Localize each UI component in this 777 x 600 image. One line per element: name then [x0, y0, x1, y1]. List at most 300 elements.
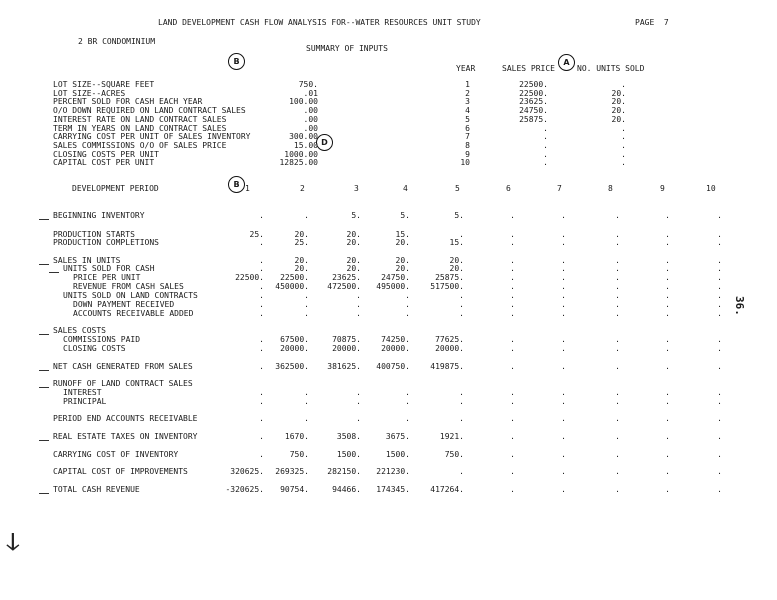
cash-cell: . [665, 467, 670, 476]
cash-cell: . [259, 211, 264, 220]
year-header: YEAR [456, 64, 476, 73]
cash-cell: . [459, 230, 464, 239]
cash-cell: . [510, 291, 515, 300]
cash-cell: 20000. [280, 344, 309, 353]
year-cell: 7 [465, 132, 470, 142]
cash-cell: . [615, 282, 620, 291]
cash-cell: . [259, 291, 264, 300]
cash-cell: . [615, 300, 620, 309]
cash-row-label: REVENUE FROM CASH SALES [73, 282, 184, 291]
cash-cell: . [717, 485, 722, 494]
cash-cell: 22500. [280, 273, 309, 282]
cash-cell: . [259, 264, 264, 273]
input-label: INTEREST RATE ON LAND CONTRACT SALES [53, 114, 227, 124]
cash-cell: . [510, 282, 515, 291]
cash-cell: . [405, 397, 410, 406]
sales-price-cell: . [543, 149, 548, 159]
input-label: PERCENT SOLD FOR CASH EACH YEAR [53, 97, 203, 107]
cash-cell: . [405, 388, 410, 397]
cash-cell: . [510, 230, 515, 239]
cash-cell: . [615, 450, 620, 459]
input-value: 15.00 [293, 140, 318, 150]
cash-cell: . [717, 230, 722, 239]
cash-cell: 1500. [385, 450, 410, 459]
sales-price-cell: . [543, 140, 548, 150]
units-sold-cell: 20. [611, 88, 626, 98]
cash-cell: . [615, 414, 620, 423]
cash-cell: 20. [294, 264, 309, 273]
cash-cell: . [356, 309, 361, 318]
input-value: .01 [303, 88, 318, 98]
units-sold-cell: . [621, 149, 626, 159]
row-tick-mark [39, 334, 49, 335]
cash-cell: . [510, 450, 515, 459]
year-cell: 9 [465, 149, 470, 159]
input-value: .00 [303, 123, 318, 133]
cash-cell: 1670. [284, 432, 309, 441]
cash-cell: . [356, 397, 361, 406]
cash-row-label: ACCOUNTS RECEIVABLE ADDED [73, 309, 194, 318]
cash-cell: 5. [454, 211, 464, 220]
cash-cell: . [615, 397, 620, 406]
cash-cell: . [259, 414, 264, 423]
input-label: TERM IN YEARS ON LAND CONTRACT SALES [53, 123, 227, 133]
cash-cell: . [561, 344, 566, 353]
period-number: 7 [557, 184, 562, 193]
sales-price-cell: . [543, 132, 548, 142]
cash-row-label: CAPITAL COST OF IMPROVEMENTS [53, 467, 188, 476]
cash-cell: . [717, 414, 722, 423]
sales-price-cell: 24750. [519, 106, 548, 116]
units-sold-cell: . [621, 123, 626, 133]
marker-d: D [316, 134, 333, 151]
cash-cell: . [615, 256, 620, 265]
cash-cell: . [561, 432, 566, 441]
cash-cell: . [665, 344, 670, 353]
cash-cell: 495000. [376, 282, 410, 291]
cash-cell: . [717, 450, 722, 459]
cash-cell: . [459, 414, 464, 423]
cash-cell: . [561, 300, 566, 309]
marker-a: A [558, 54, 575, 71]
cash-cell: . [259, 300, 264, 309]
cash-row-label: PRINCIPAL [63, 397, 107, 406]
input-value: 12825.00 [279, 158, 318, 168]
year-cell: 6 [465, 123, 470, 133]
year-cell: 1 [465, 80, 470, 89]
cash-cell: . [459, 309, 464, 318]
cash-cell: . [717, 467, 722, 476]
row-tick-mark [39, 264, 49, 265]
summary-heading: SUMMARY OF INPUTS [306, 44, 388, 53]
cash-cell: 23625. [332, 273, 361, 282]
cash-cell: . [665, 256, 670, 265]
cash-cell: 3508. [336, 432, 361, 441]
cash-cell: . [717, 256, 722, 265]
period-number: 2 [300, 184, 305, 193]
row-tick-mark [39, 440, 49, 441]
cash-cell: . [356, 300, 361, 309]
cash-cell: 20000. [332, 344, 361, 353]
cash-row-label: BEGINNING INVENTORY [53, 211, 145, 220]
page-number: PAGE 7 [635, 18, 669, 27]
row-tick-mark [39, 493, 49, 494]
cash-cell: . [561, 282, 566, 291]
cash-row-label: PERIOD END ACCOUNTS RECEIVABLE [53, 414, 198, 423]
cash-cell: . [304, 309, 309, 318]
cash-cell: . [510, 485, 515, 494]
cash-cell: 24750. [381, 273, 410, 282]
cash-cell: 25. [294, 238, 309, 247]
cash-cell: . [304, 397, 309, 406]
cash-cell: . [259, 335, 264, 344]
cash-cell: . [665, 335, 670, 344]
cash-cell: 15. [449, 238, 464, 247]
row-tick-mark [39, 387, 49, 388]
cash-cell: . [717, 273, 722, 282]
cash-cell: 3675. [385, 432, 410, 441]
cash-cell: 282150. [327, 467, 361, 476]
cash-cell: 20. [346, 230, 361, 239]
cash-cell: 20. [294, 256, 309, 265]
input-label: CAPITAL COST PER UNIT [53, 158, 155, 168]
cash-cell: . [717, 397, 722, 406]
cash-cell: . [665, 388, 670, 397]
cash-cell: . [665, 414, 670, 423]
cash-cell: 20. [395, 264, 410, 273]
year-cell: 8 [465, 140, 470, 150]
cash-cell: -320625. [225, 485, 264, 494]
cash-cell: 419875. [430, 362, 464, 371]
units-sold-header: NO. UNITS SOLD [577, 64, 645, 73]
cash-cell: . [561, 414, 566, 423]
input-label: LOT SIZE--SQUARE FEET [53, 80, 155, 89]
year-cell: 4 [465, 106, 470, 116]
cash-cell: . [615, 273, 620, 282]
sales-price-header: SALES PRICE [502, 64, 555, 73]
cash-cell: . [356, 291, 361, 300]
row-tick-mark [49, 272, 59, 273]
cash-cell: . [561, 256, 566, 265]
cash-cell: 221230. [376, 467, 410, 476]
cash-cell: . [717, 344, 722, 353]
cash-row-label: PRODUCTION STARTS [53, 230, 135, 239]
cash-cell: . [510, 344, 515, 353]
cash-cell: 269325. [275, 467, 309, 476]
cash-cell: . [615, 291, 620, 300]
period-number: 1 [245, 184, 250, 193]
cash-row-label: SALES COSTS [53, 326, 106, 335]
cash-cell: . [561, 335, 566, 344]
period-number: 8 [608, 184, 613, 193]
cash-cell: . [259, 256, 264, 265]
cash-cell: . [561, 397, 566, 406]
margin-mark: ↆ [6, 527, 20, 557]
cash-row-label: UNITS SOLD ON LAND CONTRACTS [63, 291, 198, 300]
cash-cell: . [405, 414, 410, 423]
input-label: LOT SIZE--ACRES [53, 88, 126, 98]
period-number: 3 [354, 184, 359, 193]
cash-cell: . [561, 362, 566, 371]
units-sold-cell: 20. [611, 106, 626, 116]
cash-row-label: DOWN PAYMENT RECEIVED [73, 300, 175, 309]
period-number: 10 [706, 184, 716, 193]
cash-cell: . [615, 485, 620, 494]
cash-cell: . [717, 362, 722, 371]
cash-cell: . [510, 211, 515, 220]
cash-row-label: RUNOFF OF LAND CONTRACT SALES [53, 379, 193, 388]
input-label: CARRYING COST PER UNIT OF SALES INVENTORY [53, 132, 251, 142]
cash-cell: 472500. [327, 282, 361, 291]
cash-cell: . [717, 300, 722, 309]
cash-cell: 20. [294, 230, 309, 239]
cash-cell: 417264. [430, 485, 464, 494]
cash-cell: . [510, 362, 515, 371]
sales-price-cell: . [543, 123, 548, 133]
cash-row-label: SALES IN UNITS [53, 256, 121, 265]
cash-cell: . [665, 230, 670, 239]
cash-cell: 362500. [275, 362, 309, 371]
cash-cell: . [510, 300, 515, 309]
cash-cell: . [615, 432, 620, 441]
cash-row-label: REAL ESTATE TAXES ON INVENTORY [53, 432, 198, 441]
cash-cell: 20. [346, 256, 361, 265]
cash-cell: . [510, 467, 515, 476]
cash-cell: . [665, 291, 670, 300]
cash-cell: . [510, 388, 515, 397]
cash-cell: . [665, 432, 670, 441]
period-number: 9 [660, 184, 665, 193]
input-value: .00 [303, 114, 318, 124]
cash-cell: . [259, 397, 264, 406]
cash-cell: 15. [395, 230, 410, 239]
cash-cell: . [459, 397, 464, 406]
input-value: 100.00 [289, 97, 318, 107]
cash-cell: 25875. [435, 273, 464, 282]
cash-cell: . [304, 211, 309, 220]
cash-cell: . [561, 291, 566, 300]
cash-cell: . [356, 414, 361, 423]
cash-cell: . [259, 309, 264, 318]
cash-cell: . [510, 256, 515, 265]
sales-price-cell: 25875. [519, 114, 548, 124]
cash-row-label: PRICE PER UNIT [73, 273, 141, 282]
cash-cell: . [615, 335, 620, 344]
cash-cell: 1921. [439, 432, 464, 441]
cash-cell: 20. [346, 264, 361, 273]
side-page-number: 36. [733, 296, 746, 316]
cash-cell: . [459, 467, 464, 476]
sales-price-cell: . [543, 158, 548, 168]
cash-cell: . [665, 211, 670, 220]
cash-cell: . [405, 300, 410, 309]
cash-cell: . [561, 264, 566, 273]
cash-cell: 20. [395, 256, 410, 265]
cash-cell: 20. [395, 238, 410, 247]
cash-row-label: CARRYING COST OF INVENTORY [53, 450, 179, 459]
cash-cell: . [259, 362, 264, 371]
cash-cell: . [561, 485, 566, 494]
cash-cell: . [561, 238, 566, 247]
cash-cell: . [561, 388, 566, 397]
sales-price-cell: 22500. [519, 80, 548, 89]
cash-cell: . [561, 273, 566, 282]
cash-cell: 517500. [430, 282, 464, 291]
cash-row-label: UNITS SOLD FOR CASH [63, 264, 155, 273]
cash-cell: . [717, 238, 722, 247]
cash-cell: . [510, 335, 515, 344]
cash-cell: . [561, 309, 566, 318]
cash-cell: . [615, 467, 620, 476]
input-label: O/O DOWN REQUIRED ON LAND CONTRACT SALES [53, 106, 246, 116]
cash-cell: . [561, 211, 566, 220]
cash-cell: 70875. [332, 335, 361, 344]
cash-cell: . [665, 273, 670, 282]
period-number: 5 [455, 184, 460, 193]
year-cell: 5 [465, 114, 470, 124]
cash-cell: . [665, 282, 670, 291]
sales-price-cell: 23625. [519, 97, 548, 107]
cash-cell: . [615, 344, 620, 353]
cash-cell: . [259, 388, 264, 397]
cash-cell: 750. [289, 450, 309, 459]
cash-cell: 20. [346, 238, 361, 247]
cash-cell: . [259, 238, 264, 247]
cash-cell: . [717, 211, 722, 220]
report-title: LAND DEVELOPMENT CASH FLOW ANALYSIS FOR--WATER RESOURCES UNIT STUDY [158, 18, 481, 27]
cash-cell: . [717, 264, 722, 273]
cash-cell: . [615, 388, 620, 397]
cash-cell: 750. [444, 450, 464, 459]
cash-cell: . [304, 291, 309, 300]
cash-cell: 5. [351, 211, 361, 220]
cash-cell: . [259, 344, 264, 353]
year-cell: 3 [465, 97, 470, 107]
units-sold-cell: 20. [611, 97, 626, 107]
cash-cell: . [510, 238, 515, 247]
period-number: 6 [506, 184, 511, 193]
cash-cell: . [717, 388, 722, 397]
cash-cell: 20. [449, 264, 464, 273]
cash-cell: 25. [249, 230, 264, 239]
report-subtitle: 2 BR CONDOMINIUM [78, 37, 156, 46]
cash-cell: . [665, 264, 670, 273]
cash-cell: . [615, 230, 620, 239]
cash-cell: . [665, 362, 670, 371]
cash-cell: . [665, 485, 670, 494]
cash-cell: . [717, 335, 722, 344]
cash-row-label: CLOSING COSTS [63, 344, 126, 353]
input-label: SALES COMMISSIONS O/O OF SALES PRICE [53, 140, 227, 150]
cash-cell: 94466. [332, 485, 361, 494]
cash-cell: 20000. [381, 344, 410, 353]
units-sold-cell: . [621, 140, 626, 150]
cash-cell: . [510, 414, 515, 423]
cash-cell: 174345. [376, 485, 410, 494]
cash-cell: 320625. [230, 467, 264, 476]
cash-cell: . [717, 291, 722, 300]
cash-cell: 90754. [280, 485, 309, 494]
cash-cell: 67500. [280, 335, 309, 344]
cash-cell: 22500. [235, 273, 264, 282]
marker-b-top: B [228, 53, 245, 70]
cash-cell: . [615, 309, 620, 318]
cash-cell: . [304, 300, 309, 309]
cash-cell: . [356, 388, 361, 397]
cash-cell: . [665, 238, 670, 247]
cash-cell: . [259, 432, 264, 441]
cash-cell: 381625. [327, 362, 361, 371]
cash-cell: . [717, 432, 722, 441]
cash-cell: . [665, 397, 670, 406]
period-header-label: DEVELOPMENT PERIOD [72, 184, 159, 193]
period-number: 4 [403, 184, 408, 193]
cash-cell: . [259, 450, 264, 459]
cash-row-label: INTEREST [63, 388, 102, 397]
input-value: 750. [298, 80, 318, 89]
cash-cell: . [561, 450, 566, 459]
units-sold-cell: . [621, 132, 626, 142]
cash-row-label: NET CASH GENERATED FROM SALES [53, 362, 193, 371]
cash-cell: . [459, 291, 464, 300]
cash-cell: 400750. [376, 362, 410, 371]
cash-cell: . [717, 282, 722, 291]
input-value: .00 [303, 106, 318, 116]
cash-cell: . [561, 467, 566, 476]
units-sold-cell: 20. [611, 114, 626, 124]
cash-cell: . [405, 291, 410, 300]
year-cell: 2 [465, 88, 470, 98]
cash-cell: . [615, 211, 620, 220]
row-tick-mark [39, 370, 49, 371]
cash-cell: . [405, 309, 410, 318]
input-label: CLOSING COSTS PER UNIT [53, 149, 159, 159]
marker-b-period: B [228, 176, 245, 193]
cash-cell: . [615, 362, 620, 371]
cash-cell: 5. [400, 211, 410, 220]
units-sold-cell: . [621, 80, 626, 89]
cash-cell: . [510, 397, 515, 406]
year-cell: 10 [460, 158, 470, 168]
cash-cell: . [459, 300, 464, 309]
cash-cell: . [510, 309, 515, 318]
cash-cell: . [259, 282, 264, 291]
cash-cell: 20. [449, 256, 464, 265]
cash-cell: 77625. [435, 335, 464, 344]
cash-cell: . [665, 300, 670, 309]
cash-row-label: PRODUCTION COMPLETIONS [53, 238, 159, 247]
cash-cell: . [304, 388, 309, 397]
cash-cell: 1500. [336, 450, 361, 459]
cash-cell: 20000. [435, 344, 464, 353]
cash-cell: . [717, 309, 722, 318]
cash-row-label: TOTAL CASH REVENUE [53, 485, 140, 494]
cash-cell: . [304, 414, 309, 423]
cash-cell: . [615, 238, 620, 247]
sales-price-cell: 22500. [519, 88, 548, 98]
cash-cell: . [665, 309, 670, 318]
cash-cell: 74250. [381, 335, 410, 344]
input-value: 1000.00 [284, 149, 318, 159]
cash-cell: . [459, 388, 464, 397]
cash-cell: . [510, 264, 515, 273]
cash-cell: . [510, 273, 515, 282]
units-sold-cell: . [621, 158, 626, 168]
row-tick-mark [39, 219, 49, 220]
cash-cell: . [561, 230, 566, 239]
cash-cell: . [510, 432, 515, 441]
cash-cell: 450000. [275, 282, 309, 291]
